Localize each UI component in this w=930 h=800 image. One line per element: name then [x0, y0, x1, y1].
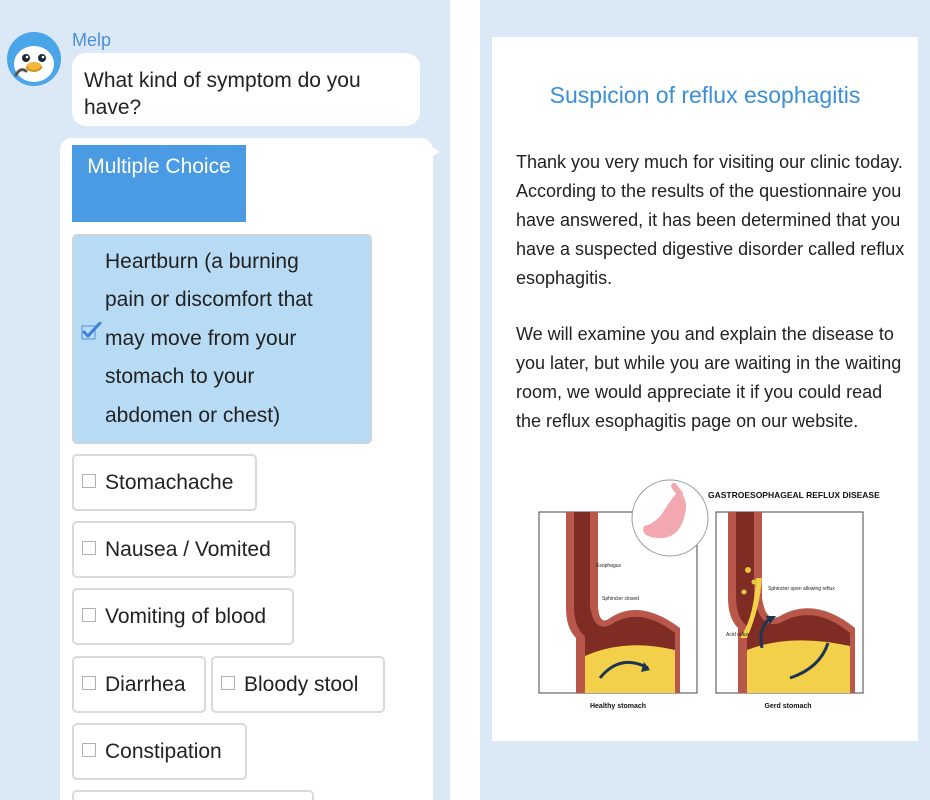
option-label: Vomiting of blood [105, 604, 267, 628]
penguin-avatar-icon [6, 31, 62, 87]
checkbox[interactable] [82, 474, 96, 488]
option-heartburn[interactable] [72, 234, 372, 444]
option-diarrhea[interactable] [72, 656, 206, 713]
option-label: Nausea / Vomited [105, 537, 271, 561]
checkbox[interactable] [82, 676, 96, 690]
healthy-caption: Healthy stomach [589, 703, 647, 710]
illustration-title: GASTROESOPHAGEAL REFLUX DISEASE [708, 490, 880, 500]
option-bloody-stool[interactable] [211, 656, 385, 713]
bot-name: Melp [72, 30, 112, 50]
option-label: Diarrhea [105, 672, 186, 696]
option-vomiting-blood[interactable] [72, 588, 294, 645]
gerd-illustration [530, 478, 890, 718]
result-paragraph-2: We will examine you and explain the disease to you later, but while you are waiting in the waiting room, we would appreciate it if you could read the reflux esophagitis page on our website. [516, 324, 902, 431]
sphincter-closed-label: Sphincter closed [602, 596, 639, 602]
checkbox[interactable] [82, 541, 96, 555]
question-bubble: What kind of symptom do you have? [72, 53, 420, 126]
sphincter-open-label: Sphincter open allowing reflux [768, 586, 835, 592]
option-label: Bloody stool [244, 672, 359, 696]
gerd-caption: Gerd stomach [764, 703, 812, 710]
acid-reflux-label: Acid reflux [726, 632, 750, 638]
result-paragraph-1: Thank you very much for visiting our clinic today. According to the results of the questionnaire you have answered, it has been determined that you have a suspected digestive disorder called reflux esophagitis. [516, 152, 905, 288]
bubble-tail [430, 146, 440, 158]
checkbox[interactable] [82, 743, 96, 757]
option-label: Constipation [105, 739, 222, 763]
esophagus-label: Esophagus [596, 563, 622, 569]
option-label: Stomachache [105, 470, 234, 494]
multiple-choice-badge: Multiple Choice [72, 145, 246, 222]
option-nausea[interactable] [72, 521, 296, 578]
checkmark-icon [81, 322, 103, 346]
option-partially-visible[interactable] [72, 790, 314, 800]
option-constipation[interactable] [72, 723, 247, 780]
result-title: Suspicion of reflux esophagitis [549, 82, 861, 108]
option-stomachache[interactable] [72, 454, 257, 511]
checkbox[interactable] [82, 608, 96, 622]
checkbox[interactable] [221, 676, 235, 690]
option-label: Heartburn (a burning pain or discomfort that may move from your stomach to your abdomen or chest) [105, 249, 313, 427]
